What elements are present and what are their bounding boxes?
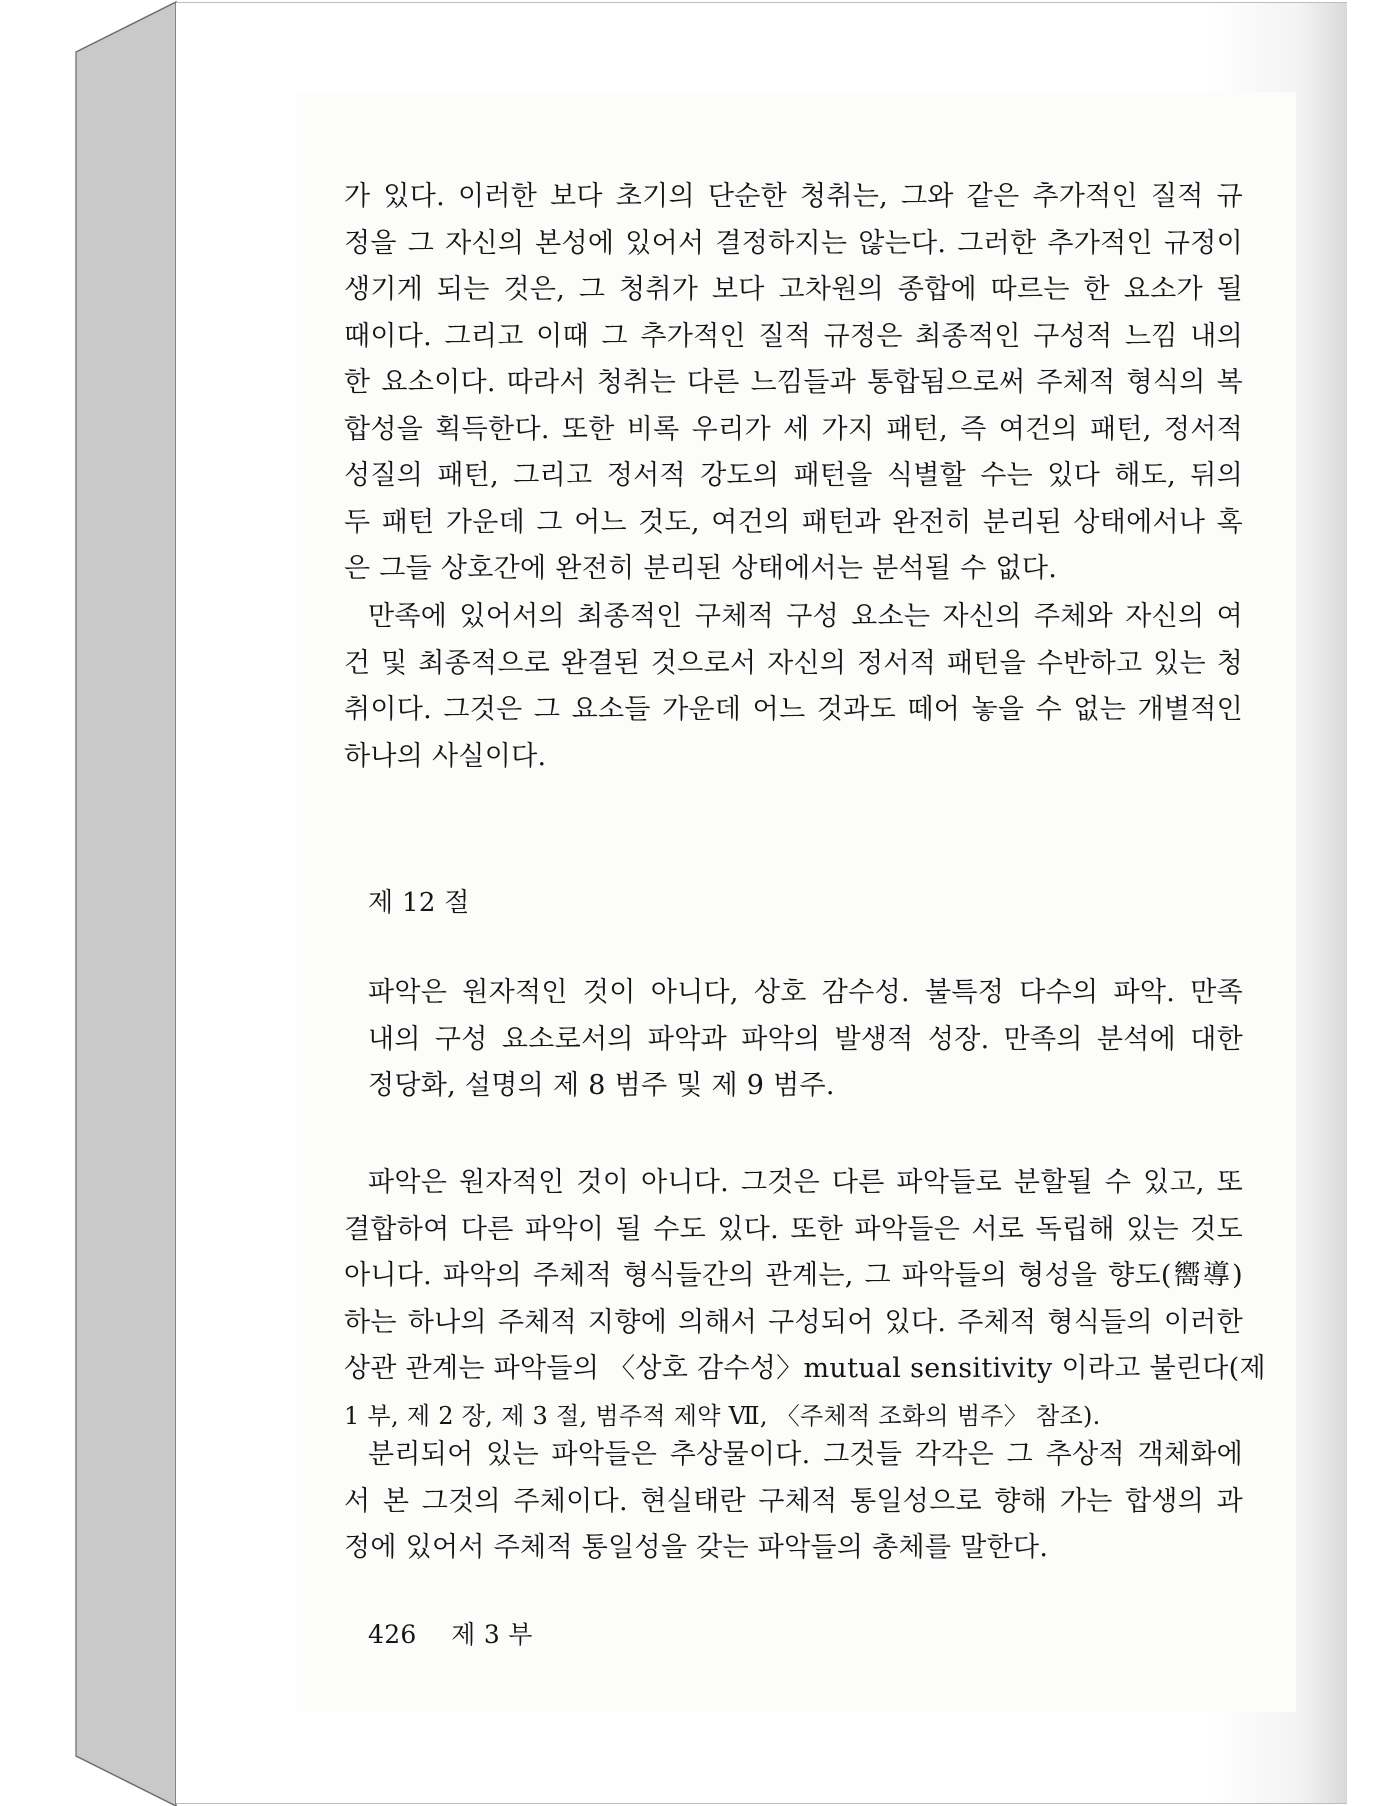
paragraph-1-line: 은 그들 상호간에 완전히 분리된 상태에서는 분석될 수 없다. xyxy=(344,553,1058,584)
paragraph-1-line: 한 요소이다. 따라서 청취는 다른 느낌들과 통합됨으로써 주체적 형식의 복 xyxy=(344,367,1243,398)
paragraph-4-line: 서 본 그것의 주체이다. 현실태란 구체적 통일성으로 향해 가는 합생의 과 xyxy=(344,1485,1243,1517)
paragraph-2-line: 건 및 최종적으로 완결된 것으로서 자신의 정서적 패턴을 수반하고 있는 청 xyxy=(344,647,1243,679)
summary-line: 정당화, 설명의 제 8 범주 및 제 9 범주. xyxy=(368,1070,835,1101)
paragraph-3-line: 아니다. 파악의 주체적 형식들간의 관계는, 그 파악들의 형성을 향도(嚮導) xyxy=(344,1260,1243,1291)
paragraph-2 xyxy=(344,594,1243,780)
paragraph-4-line: 분리되어 있는 파악들은 추상물이다. 그것들 각각은 그 추상적 객체화에 xyxy=(368,1439,1243,1470)
paragraph-1-line: 성질의 패턴, 그리고 정서적 강도의 패턴을 식별할 수는 있다 해도, 뒤의 xyxy=(344,460,1243,491)
paragraph-2-line: 취이다. 그것은 그 요소들 가운데 어느 것과도 떼어 놓을 수 없는 개별적인 xyxy=(344,694,1243,725)
page-footer xyxy=(368,1612,533,1659)
paragraph-4 xyxy=(344,1432,1243,1572)
paragraph-3-line: 결합하여 다른 파악이 될 수도 있다. 또한 파악들은 서로 독립해 있는 것도 xyxy=(344,1213,1243,1245)
paragraph-1-line: 생기게 되는 것은, 그 청취가 보다 고차원의 종합에 따르는 한 요소가 될 xyxy=(344,274,1243,305)
paragraph-4-line: 정에 있어서 주체적 통일성을 갖는 파악들의 총체를 말한다. xyxy=(344,1532,1049,1563)
paragraph-1-line: 정을 그 자신의 본성에 있어서 결정하지는 않는다. 그러한 추가적인 규정이 xyxy=(344,227,1243,259)
paragraph-1-line: 가 있다. 이러한 보다 초기의 단순한 청취는, 그와 같은 추가적인 질적 규 xyxy=(344,181,1243,212)
paragraph-1-line: 때이다. 그리고 이때 그 추가적인 질적 규정은 최종적인 구성적 느낌 내의 xyxy=(344,320,1243,352)
paragraph-3 xyxy=(344,1160,1266,1439)
part-label: 제 3 부 xyxy=(451,1620,533,1649)
section-heading: 제 12 절 xyxy=(368,888,470,918)
paragraph-1-line: 합성을 획득한다. 또한 비록 우리가 세 가지 패턴, 즉 여건의 패턴, 정서적 xyxy=(344,413,1243,445)
paragraph-3-line: 파악은 원자적인 것이 아니다. 그것은 다른 파악들로 분할될 수 있고, 또 xyxy=(368,1167,1243,1198)
summary-line: 내의 구성 요소로서의 파악과 파악의 발생적 성장. 만족의 분석에 대한 xyxy=(368,1023,1243,1055)
paragraph-1-line: 두 패턴 가운데 그 어느 것도, 여건의 패턴과 완전히 분리된 상태에서나 혹 xyxy=(344,506,1243,538)
summary-line: 파악은 원자적인 것이 아니다, 상호 감수성. 불특정 다수의 파악. 만족 xyxy=(368,977,1243,1008)
paragraph-1 xyxy=(344,174,1243,593)
page-number: 426 xyxy=(368,1620,417,1649)
section-summary xyxy=(368,970,1243,1110)
paragraph-2-line: 만족에 있어서의 최종적인 구체적 구성 요소는 자신의 주체와 자신의 여 xyxy=(368,601,1243,632)
paragraph-2-line: 하나의 사실이다. xyxy=(344,740,547,772)
paragraph-3-line: 하는 하나의 주체적 지향에 의해서 구성되어 있다. 주체적 형식들의 이러한 xyxy=(344,1306,1243,1338)
paragraph-3-line: 상관 관계는 파악들의 〈상호 감수성〉mutual sensitivity 이라고 불린다(제 xyxy=(344,1353,1266,1384)
paragraph-3-line: 1 부, 제 2 장, 제 3 절, 범주적 제약 Ⅶ, 〈주체적 조화의 범주〉 참조). xyxy=(344,1401,1101,1430)
